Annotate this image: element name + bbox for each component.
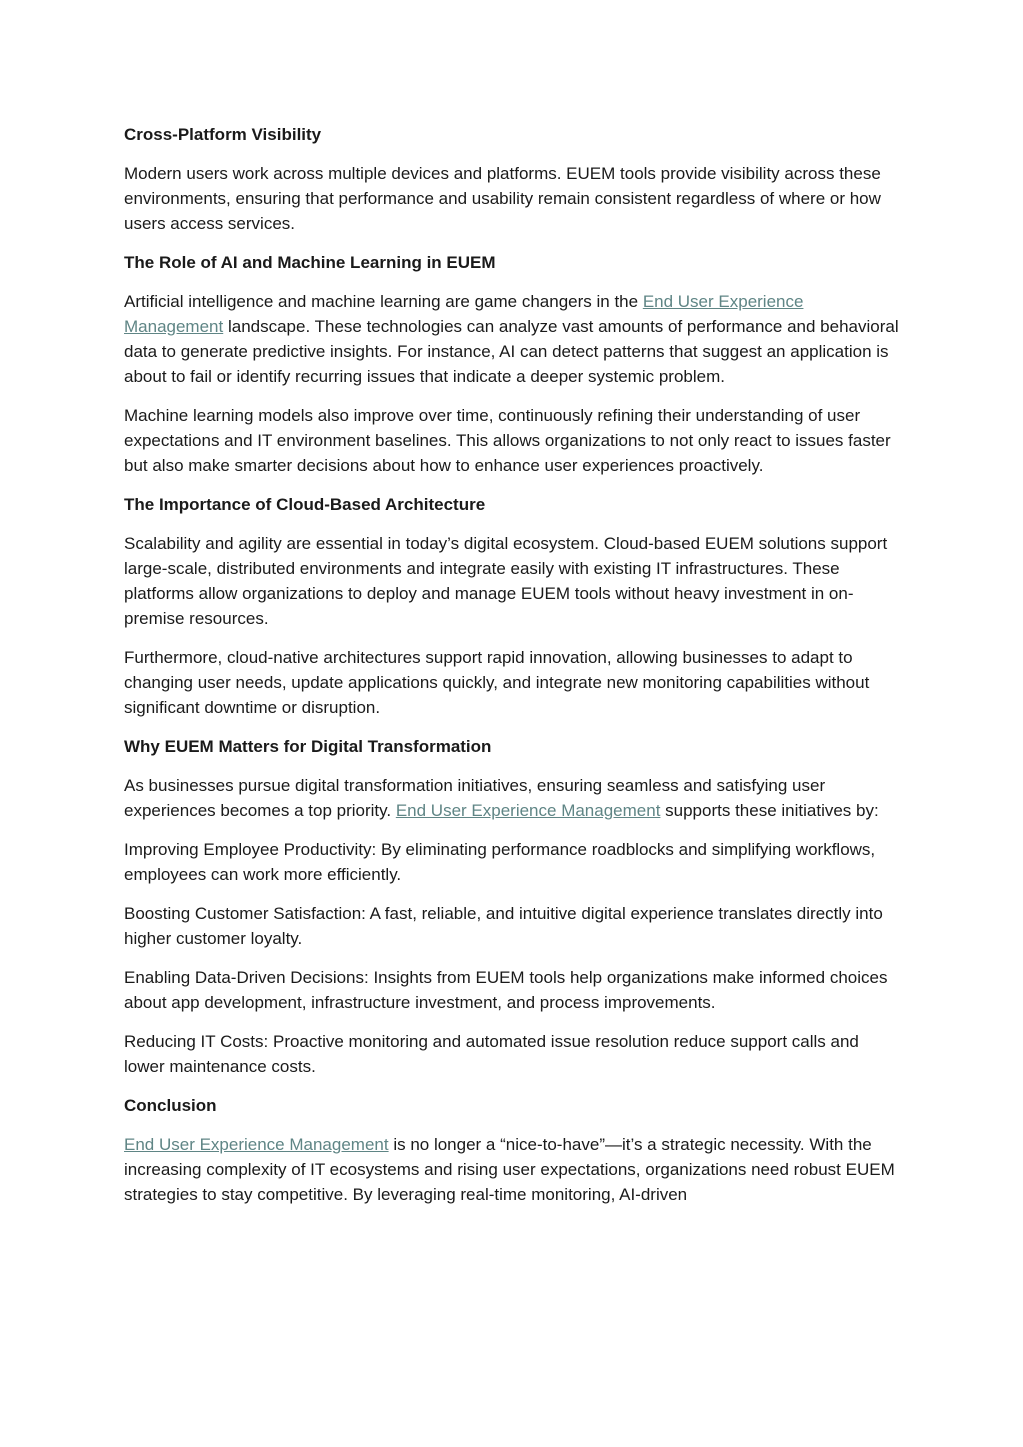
paragraph-text: As businesses pursue digital transformation initiatives, ensuring seamless and satisfying user experiences becomes a top priority. <box>124 776 826 820</box>
paragraph-text: Artificial intelligence and machine learning are game changers in the <box>124 292 643 311</box>
paragraph-cloud-2: Furthermore, cloud-native architectures support rapid innovation, allowing businesses to adapt to changing user needs, update applications quickly, and integrate new monitoring capabilities without significant downtime or disruption. <box>124 648 870 717</box>
paragraph-ai-ml-2: Machine learning models also improve over time, continuously refining their understanding of user expectations and IT environment baselines. This allows organizations to not only react to issues faster but also make smarter decisions about how to enhance user experiences proactively. <box>124 406 891 475</box>
paragraph-text: landscape. These technologies can analyze vast amounts of performance and behavioral data to generate predictive insights. For instance, AI can detect patterns that suggest an application is about to fail or identify recurring issues that indicate a deeper systemic problem. <box>124 317 899 386</box>
list-item-customer-satisfaction: Boosting Customer Satisfaction: A fast, reliable, and intuitive digital experience translates directly into higher customer loyalty. <box>124 904 883 948</box>
paragraph-cross-platform: Modern users work across multiple devices and platforms. EUEM tools provide visibility across these environments, ensuring that performance and usability remain consistent regardless of where or how users access services. <box>124 164 881 233</box>
paragraph-ai-ml-1 <box>124 289 900 389</box>
paragraph-digital-transformation <box>124 773 900 823</box>
list-item-reducing-it-costs: Reducing IT Costs: Proactive monitoring and automated issue resolution reduce support calls and lower maintenance costs. <box>124 1032 859 1076</box>
paragraph-text: supports these initiatives by: <box>660 801 879 820</box>
euem-link[interactable]: End User Experience Management <box>124 1135 389 1154</box>
list-item-data-driven-decisions: Enabling Data-Driven Decisions: Insights from EUEM tools help organizations make informed choices about app development, infrastructure investment, and process improvements. <box>124 968 888 1012</box>
document-page <box>124 122 900 1221</box>
section-heading-digital-transformation: Why EUEM Matters for Digital Transformation <box>124 737 492 756</box>
paragraph-cloud-1: Scalability and agility are essential in today’s digital ecosystem. Cloud-based EUEM solutions support large-scale, distributed environments and integrate easily with existing IT infrastructures. These platforms allow organizations to deploy and manage EUEM tools without heavy investment in on-premise resources. <box>124 534 888 628</box>
euem-link[interactable]: End User Experience Management <box>124 292 804 336</box>
paragraph-conclusion <box>124 1132 900 1207</box>
section-heading-cross-platform: Cross-Platform Visibility <box>124 125 322 144</box>
euem-link[interactable]: End User Experience Management <box>395 801 661 820</box>
paragraph-text: is no longer a “nice-to-have”—it’s a strategic necessity. With the increasing complexity of IT ecosystems and rising user expectations, organizations need robust EUEM strategies to stay competitive. By leveraging real-time monitoring, AI-driven <box>124 1135 895 1204</box>
list-item-employee-productivity: Improving Employee Productivity: By eliminating performance roadblocks and simplifying workflows, employees can work more efficiently. <box>124 840 876 884</box>
section-heading-cloud: The Importance of Cloud-Based Architecture <box>124 495 486 514</box>
section-heading-conclusion: Conclusion <box>124 1096 217 1115</box>
section-heading-ai-ml: The Role of AI and Machine Learning in EUEM <box>124 253 496 272</box>
